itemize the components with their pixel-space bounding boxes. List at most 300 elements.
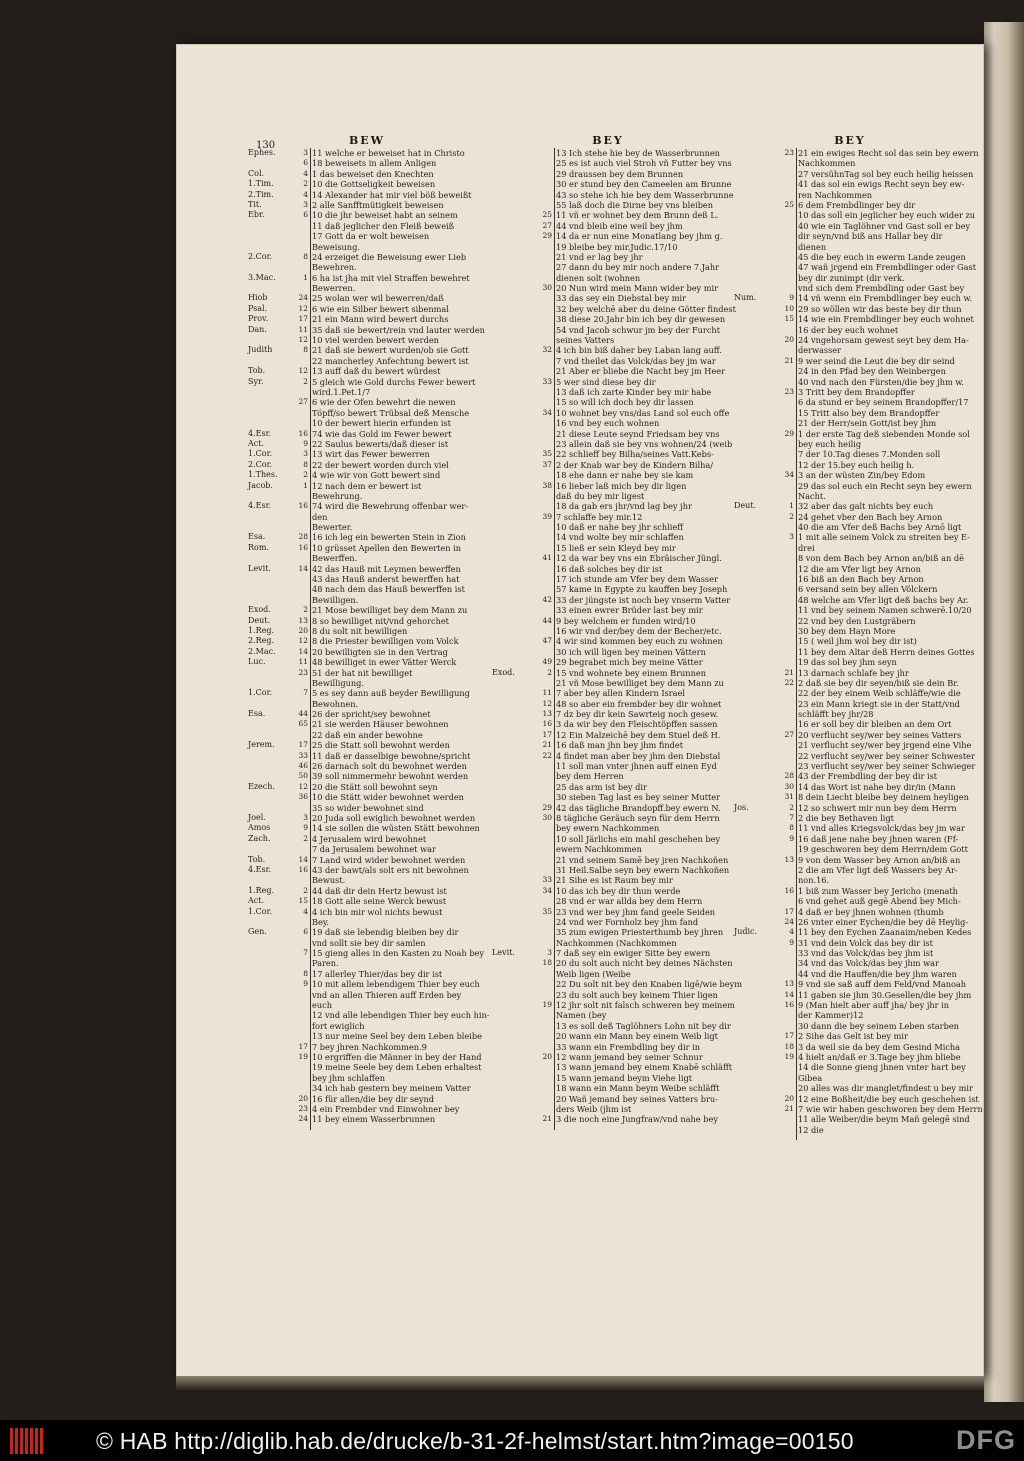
entry-text: 10 der bewert hierin erfunden ist [312, 418, 451, 429]
entry-text: 10 die jhr beweiset habt an seinem [312, 210, 458, 221]
entry-line [248, 481, 486, 491]
entry-text: 54 vnd Jacob schwur jm bey der Furcht [556, 324, 720, 335]
entry-text: euch [312, 1000, 332, 1011]
entry-text: Bewehrung. [312, 490, 363, 501]
entry-line [492, 584, 728, 595]
chapter-number: 2 [303, 376, 308, 386]
entry-line [734, 1021, 966, 1031]
entry-text: dir seyn/vnd biß ans Hallar bey dir [798, 231, 943, 242]
chapter-number: 44 [298, 709, 308, 719]
chapter-number: 3 [303, 449, 308, 459]
chapter-number: 16 [298, 864, 308, 874]
entry-line [248, 397, 486, 407]
entry-line [492, 564, 724, 574]
entry-text: 29 das sol euch ein Recht seyn bey ewern [798, 480, 972, 491]
entry-text: 43 der bawt/als solt ers nit bewohnen [312, 864, 469, 875]
chapter-number: 2 [547, 667, 552, 677]
chapter-number: 24 [298, 293, 308, 303]
entry-text: 33 der jüngste ist noch bey vnserm Vatter [556, 594, 731, 605]
entry-text: 10 die Stätt wider bewohnet werden [312, 792, 464, 803]
chapter-number: 17 [298, 740, 308, 750]
entry-line [492, 917, 724, 927]
entry-text: 2 die bey Bethaven ligt [798, 813, 894, 823]
chapter-number: 8 [303, 345, 308, 355]
entry-line [492, 377, 724, 387]
entry-line [734, 1062, 966, 1072]
entry-line [492, 958, 733, 969]
entry-line [734, 969, 966, 979]
book-reference: 2.Cor. [248, 251, 273, 261]
chapter-number: 2 [303, 605, 308, 615]
entry-line [248, 709, 486, 719]
entry-text: dienen [798, 241, 827, 252]
chapter-number: 14 [784, 989, 794, 999]
entry-text: 25 wolan wer wil bewerren/daß [312, 293, 444, 304]
chapter-number: 13 [784, 979, 794, 989]
column-entries [248, 148, 490, 1125]
entry-line [248, 273, 486, 283]
entry-line [734, 231, 966, 241]
hab-logo-icon[interactable] [8, 1425, 48, 1456]
entry-line [734, 605, 972, 616]
entry-text: 16 ich leg ein bewerten Stein in Zion [312, 532, 466, 543]
entry-line [492, 688, 724, 698]
entry-line [734, 252, 966, 262]
entry-text: 15 so will ich doch bey dir lassen [556, 397, 694, 408]
book-reference: Judith [248, 345, 273, 355]
entry-line [248, 1062, 486, 1072]
book-reference: Deut. [734, 501, 757, 511]
chapter-number: 27 [784, 729, 794, 739]
entry-text: 6 vnd gehet auß gegē Abend bey Mich- [798, 896, 961, 907]
entry-line [492, 210, 724, 220]
entry-line [248, 751, 486, 761]
chapter-number: 16 [298, 542, 308, 552]
entry-line [734, 678, 966, 688]
entry-line [248, 647, 486, 657]
entry-text: 10 ergriffen die Männer in bey der Hand [312, 1051, 482, 1062]
entry-line [492, 948, 724, 958]
entry-text: 4 ein Frembder vnd Einwohner bey [312, 1103, 460, 1114]
entry-line [734, 792, 969, 803]
entry-text: 35 zum ewigen Priesterthumb bey jhren [556, 927, 724, 938]
entry-text: 29 draussen bey dem Brunnen [556, 168, 684, 179]
entry-line [492, 647, 724, 657]
entry-text: 25 die Statt soll bewohnt werden [312, 740, 450, 751]
entry-line [248, 325, 486, 335]
entry-line [734, 242, 966, 252]
entry-text: 22 der bewert worden durch viel [312, 459, 449, 470]
entry-line [734, 553, 966, 563]
entry-line [492, 979, 743, 990]
chapter-number: 19 [784, 1051, 794, 1061]
entry-line [734, 428, 970, 439]
entry-line [248, 875, 486, 885]
book-reference: Col. [248, 168, 265, 178]
chapter-number: 35 [542, 449, 552, 459]
entry-line [734, 750, 975, 761]
entry-text: 29 so wöllen wir das beste bey dir thun [798, 303, 962, 314]
book-reference: 1.Cor. [248, 906, 273, 916]
entry-line [492, 709, 724, 719]
book-reference: Ezech. [248, 781, 275, 791]
entry-line [492, 356, 724, 366]
book-reference: 2.Reg. [248, 636, 275, 646]
entry-text: 20 die Stätt soll bewohnt seyn [312, 781, 438, 792]
chapter-number: 7 [303, 948, 308, 958]
entry-text: 48 nach dem das Hauß bewerffen ist [312, 584, 465, 595]
entry-text: 74 wie das Gold im Fewer bewert [312, 428, 452, 439]
entry-line [248, 221, 486, 231]
entry-line [734, 594, 969, 605]
entry-line [248, 1083, 486, 1093]
entry-text: 32 aber das galt nichts bey euch [798, 501, 934, 512]
entry-text: 74 wird die Bewehrung offenbar wer- [312, 501, 469, 512]
entry-line [492, 1042, 724, 1052]
chapter-number: 23 [784, 386, 794, 396]
entry-text: 42 das Hauß mit Leymen bewerffen [312, 563, 461, 574]
entry-line [248, 813, 486, 823]
chapter-number: 3 [303, 199, 308, 209]
entry-line [734, 803, 966, 813]
entry-line [492, 969, 724, 979]
entry-text: 24 in den Pfad bey den Weinbergen [798, 366, 946, 377]
entry-text: 4 findet man aber bey jhm den Diebstal [556, 750, 721, 761]
entry-text: 10 grüsset Apellen den Bewerten in [312, 542, 462, 553]
entry-line [734, 823, 966, 833]
chapter-number: 31 [784, 792, 794, 802]
entry-text: 12 da war bey vns ein Ebräischer Jüngl. [556, 553, 722, 564]
book-reference: 1.Tim. [248, 179, 274, 189]
entry-text: 2 daß sie bey dir seyen/biß sie dein Br. [798, 677, 959, 688]
book-reference: Tob. [248, 854, 266, 864]
chapter-number: 46 [298, 761, 308, 771]
entry-text: 3 da weil sie da bey dem Gesind Micha [798, 1041, 961, 1052]
entry-line [492, 907, 724, 917]
entry-text: 12 eine Boßheit/die bey euch geschehen ist [798, 1093, 979, 1104]
entry-line [734, 740, 972, 751]
entry-text: 18 wann ein Mann beym Weibe schläfft [556, 1083, 720, 1094]
entry-text: 10 soll Järlichs ein mahl geschehen bey [556, 833, 721, 844]
chapter-number: 9 [789, 833, 794, 843]
entry-line [492, 1020, 731, 1031]
entry-line [248, 969, 486, 979]
entry-line [492, 262, 724, 272]
entry-text: 43 so stehe ich hie bey dem Wasserbrunne [556, 189, 734, 200]
chapter-number: 41 [542, 553, 552, 563]
chapter-number: 13 [298, 615, 308, 625]
book-reference: 1.Reg. [248, 625, 275, 635]
entry-line [248, 688, 486, 698]
chapter-number: 4 [303, 168, 308, 178]
entry-text: 15 wann jemand beym Viehe ligt [556, 1072, 693, 1083]
entry-line [492, 158, 732, 169]
entry-text: 11 gaben sie jhm 30.Gesellen/die bey jhm [798, 989, 972, 1000]
book-reference: 1.Thes. [248, 470, 278, 480]
chapter-number: 2 [789, 511, 794, 521]
entry-line [492, 242, 724, 252]
entry-line [734, 616, 966, 626]
entry-text: 44 vnd bleib eine weil bey jhm [556, 220, 683, 231]
entry-line [492, 407, 730, 418]
entry-text: 19 geschworen bey dem Herrn/dem Gott [798, 844, 968, 855]
entry-text: 12 Ein Malzeichē bey dem Stuel deß H. [556, 729, 721, 740]
entry-line [734, 449, 966, 459]
chapter-number: 14 [298, 563, 308, 573]
chapter-number: 11 [542, 688, 552, 698]
entry-text: 13 wann jemand bey einem Knabē schläfft [556, 1062, 733, 1073]
entry-line [248, 501, 486, 511]
entry-text: 7 bey jhren Nachkommen.9 [312, 1041, 427, 1052]
facing-page-edge [984, 22, 1024, 1402]
entry-text: schläfft bey jhr/28 [798, 709, 874, 720]
chapter-number: 34 [542, 885, 552, 895]
entry-text: 11 daß jeglicher den Fleiß beweiß [312, 220, 455, 231]
page-shadow [176, 1376, 984, 1390]
entry-line [734, 1073, 966, 1083]
entry-line [734, 646, 975, 657]
entry-line [734, 1125, 966, 1135]
entry-text: 4 hielt an/daß er 3.Tage bey jhm bliebe [798, 1051, 961, 1062]
column-entries [492, 148, 743, 1125]
entry-line [734, 179, 966, 189]
entry-text: 29 begrabet mich bey meine Vätter [556, 657, 703, 668]
chapter-number: 33 [298, 750, 308, 760]
entry-text: 12 wann jemand bey seiner Schnur [556, 1051, 703, 1062]
entry-text: 20 du solt auch nicht bey deines Nächsten [556, 958, 733, 969]
entry-line [734, 387, 966, 397]
entry-text: 21 vnd er lag bey jhr [556, 251, 643, 262]
footer-url[interactable]: © HAB http://diglib.hab.de/drucke/b-31-2f-helmst/start.htm?image=00150 [96, 1428, 854, 1454]
entry-text: 23 du solt auch bey keinem Thier ligen [556, 989, 718, 1000]
chapter-number: 22 [784, 677, 794, 687]
entry-text: der Kammer)12 [798, 1010, 864, 1021]
entry-line [248, 938, 486, 948]
entry-line [248, 1042, 486, 1052]
entry-line [734, 1093, 979, 1104]
entry-text: 9 (Man hielt aber auff jha/ bey jhr in [798, 1000, 950, 1011]
entry-line [248, 886, 486, 896]
entry-line [248, 283, 486, 293]
entry-text: 19 meine Seele bey dem Leben erhaltest [312, 1062, 482, 1073]
entry-line [734, 439, 966, 449]
column-entries [734, 148, 983, 1135]
entry-text: 8 so bewilliget nit/vnd gehorchet [312, 615, 449, 626]
chapter-number: 23 [298, 667, 308, 677]
entry-line [248, 262, 486, 272]
entry-text: 24 gehet vber den Bach bey Arnon [798, 511, 943, 522]
entry-text: Gibea [798, 1072, 823, 1083]
book-reference: 4.Esr. [248, 428, 272, 438]
entry-line [734, 543, 966, 553]
chapter-number: 4 [303, 189, 308, 199]
entry-text: 13 darnach schlafe bey jhr [798, 667, 909, 678]
chapter-number: 12 [298, 303, 308, 313]
chapter-number: 18 [542, 958, 552, 968]
entry-text: 11 vnd alles Kriegsvolck/das bey jm war [798, 823, 965, 834]
entry-text: 15 vnd wohnete bey einem Brunnen [556, 667, 706, 678]
chapter-number: 65 [298, 719, 308, 729]
chapter-number: 13 [784, 854, 794, 864]
chapter-number: 7 [303, 688, 308, 698]
entry-line [492, 366, 724, 376]
entry-line [492, 813, 724, 823]
entry-line [248, 335, 486, 345]
chapter-number: 13 [542, 709, 552, 719]
chapter-number: 9 [303, 438, 308, 448]
chapter-number: 23 [298, 1103, 308, 1113]
entry-text: 33 vnd das Volck/das bey jhm ist [798, 948, 934, 959]
chapter-number: 49 [542, 657, 552, 667]
entry-line [492, 886, 724, 896]
entry-text: vnd an allen Thieren auff Erden bey [312, 989, 462, 1000]
book-reference: Jerem. [248, 740, 275, 750]
book-reference: Syr. [248, 376, 264, 386]
entry-line [492, 844, 724, 854]
entry-text: 7 aber bey allen Kindern Israel [556, 688, 686, 699]
entry-line [248, 1104, 486, 1114]
entry-text: 11 soll man vnter jhnen auff einen Eyd [556, 761, 717, 772]
entry-line [248, 532, 486, 542]
book-reference: Rom. [248, 542, 269, 552]
entry-text: 55 laß doch die Dirne bey vns bleiben [556, 199, 714, 210]
entry-line [492, 345, 724, 355]
entry-text: 6 ha ist jha mit viel Straffen bewehret [312, 272, 470, 283]
chapter-number: 30 [542, 283, 552, 293]
entry-text: 23 vnd wer bey jhm fand geele Seiden [556, 906, 716, 917]
entry-text: 17 Gott da er wolt beweisen [312, 231, 430, 242]
chapter-number: 9 [303, 979, 308, 989]
entry-text: 33 das sey ein Diebstal bey mir [556, 293, 687, 304]
entry-line [492, 179, 732, 190]
entry-text: Beweisung. [312, 241, 360, 252]
entry-text: 8 tägliche Geräuch seyn für dem Herrn [556, 813, 720, 823]
entry-text: 13 wirt das Fewer bewerren [312, 449, 430, 460]
entry-text: 51 der hat nit bewilliget [312, 667, 413, 678]
chapter-number: 14 [298, 854, 308, 864]
chapter-number: 2 [303, 833, 308, 843]
entry-text: 14 die Sonne gieng jhnen vnter hart bey [798, 1062, 966, 1073]
entry-line [248, 678, 486, 688]
entry-line [248, 460, 486, 470]
entry-line [248, 896, 486, 906]
entry-text: Bey. [312, 916, 330, 927]
entry-text: 14 vnd wolte bey mir schlaffen [556, 532, 684, 543]
entry-line [734, 304, 966, 314]
book-reference: Jacob. [248, 480, 273, 490]
entry-line [248, 574, 486, 584]
chapter-number: 32 [542, 345, 552, 355]
chapter-number: 8 [789, 823, 794, 833]
entry-line [492, 231, 724, 241]
entry-line [248, 626, 486, 636]
entry-line [734, 886, 966, 896]
entry-text: bey jhm schlaffen [312, 1072, 385, 1083]
entry-line [734, 220, 971, 231]
entry-line [734, 397, 969, 408]
book-reference: 3.Mac. [248, 272, 276, 282]
entry-text: Nacht. [798, 490, 826, 501]
entry-line [734, 761, 976, 772]
entry-text: 10 viel werden bewert werden [312, 335, 439, 346]
entry-text: Nachkommen (Nachkommen [556, 937, 677, 948]
entry-text: 3 an der wüsten Zin/bey Edom [798, 470, 926, 481]
entry-text: 44 vnd die Hauffen/die bey jhm waren [798, 968, 957, 979]
entry-text: 21 vñ Mose bewilliget bey dem Mann zu [556, 677, 724, 688]
entry-text: 3 die noch eine Jungfraw/vnd nahe bey [556, 1114, 718, 1125]
dfg-logo[interactable]: DFG [956, 1425, 1016, 1455]
entry-line [734, 668, 966, 678]
entry-line [734, 855, 966, 865]
entry-text: 23 ein Mann kriegt sie in der Statt/vnd [798, 698, 960, 709]
entry-line [492, 314, 724, 324]
entry-text: 11 vñ er wohnet bey dem Brunn deß L. [556, 210, 719, 221]
entry-text: 30 dann die bey seinem Leben starben [798, 1020, 959, 1031]
entry-text: 22 Du solt nit bey den Knaben ligē/wie beym [556, 979, 743, 990]
entry-text: 15 ließ er sein Kleyd bey mir [556, 542, 676, 553]
entry-line [248, 439, 486, 449]
chapter-number: 11 [298, 324, 308, 334]
entry-text: 1 mit alle seinem Volck zu streiten bey E- [798, 532, 970, 543]
chapter-number: 21 [542, 740, 552, 750]
entry-text: 6 dem Frembdlinger bey dir [798, 199, 916, 210]
entry-text: 21 diese Leute seynd Friedsam bey vns [556, 428, 720, 439]
entry-text: vnd sich dem Frembdling oder Gast bey [798, 283, 965, 294]
entry-line [492, 148, 724, 158]
entry-text: 21 verflucht sey/wer bey jrgend eine Vihe [798, 740, 972, 751]
entry-line [734, 989, 972, 1000]
entry-line [248, 190, 486, 200]
page-number: 130 [256, 140, 276, 151]
entry-line [734, 916, 969, 927]
entry-text: 13 daß ich zarte Kinder bey mir habe [556, 386, 712, 397]
entry-text: 20 Nun wird mein Mann wider bey mir [556, 283, 719, 294]
entry-line [248, 907, 486, 917]
chapter-number: 17 [298, 314, 308, 324]
entry-text: 24 vngehorsam gewest seyt bey dem Ha- [798, 335, 969, 346]
chapter-number: 16 [298, 428, 308, 438]
entry-text: 28 vnd er war allda bey dem Herrn [556, 896, 703, 907]
entry-line [248, 740, 486, 750]
book-reference: Ebr. [248, 210, 265, 220]
entry-line [734, 1042, 966, 1052]
book-reference: Prov. [248, 314, 269, 324]
chapter-number: 1 [789, 501, 794, 511]
entry-text: 1 das beweiset den Knechten [312, 168, 434, 179]
entry-text: 10 wohnet bey vns/das Land sol euch offe [556, 407, 730, 418]
entry-text: 10 mit allem lebendigem Thier bey euch [312, 979, 480, 990]
entry-line [734, 574, 966, 584]
book-reference: Judic. [734, 927, 758, 937]
entry-line [734, 532, 970, 543]
entry-line [248, 148, 486, 158]
entry-text: 12 so schwert mir nun bey dem Herrn [798, 802, 957, 813]
entry-line [492, 699, 724, 709]
chapter-number: 15 [298, 896, 308, 906]
entry-line [734, 1052, 966, 1062]
entry-line [492, 854, 729, 865]
chapter-number: 8 [303, 251, 308, 261]
entry-line [248, 1073, 486, 1083]
entry-line [734, 1083, 973, 1094]
entry-text: 16 für allen/die bey dir seynd [312, 1093, 435, 1104]
entry-line [492, 283, 724, 293]
chapter-number: 8 [303, 459, 308, 469]
entry-line [248, 1000, 486, 1010]
chapter-number: 16 [784, 1000, 794, 1010]
entry-line [248, 1052, 486, 1062]
entry-line [492, 438, 733, 449]
